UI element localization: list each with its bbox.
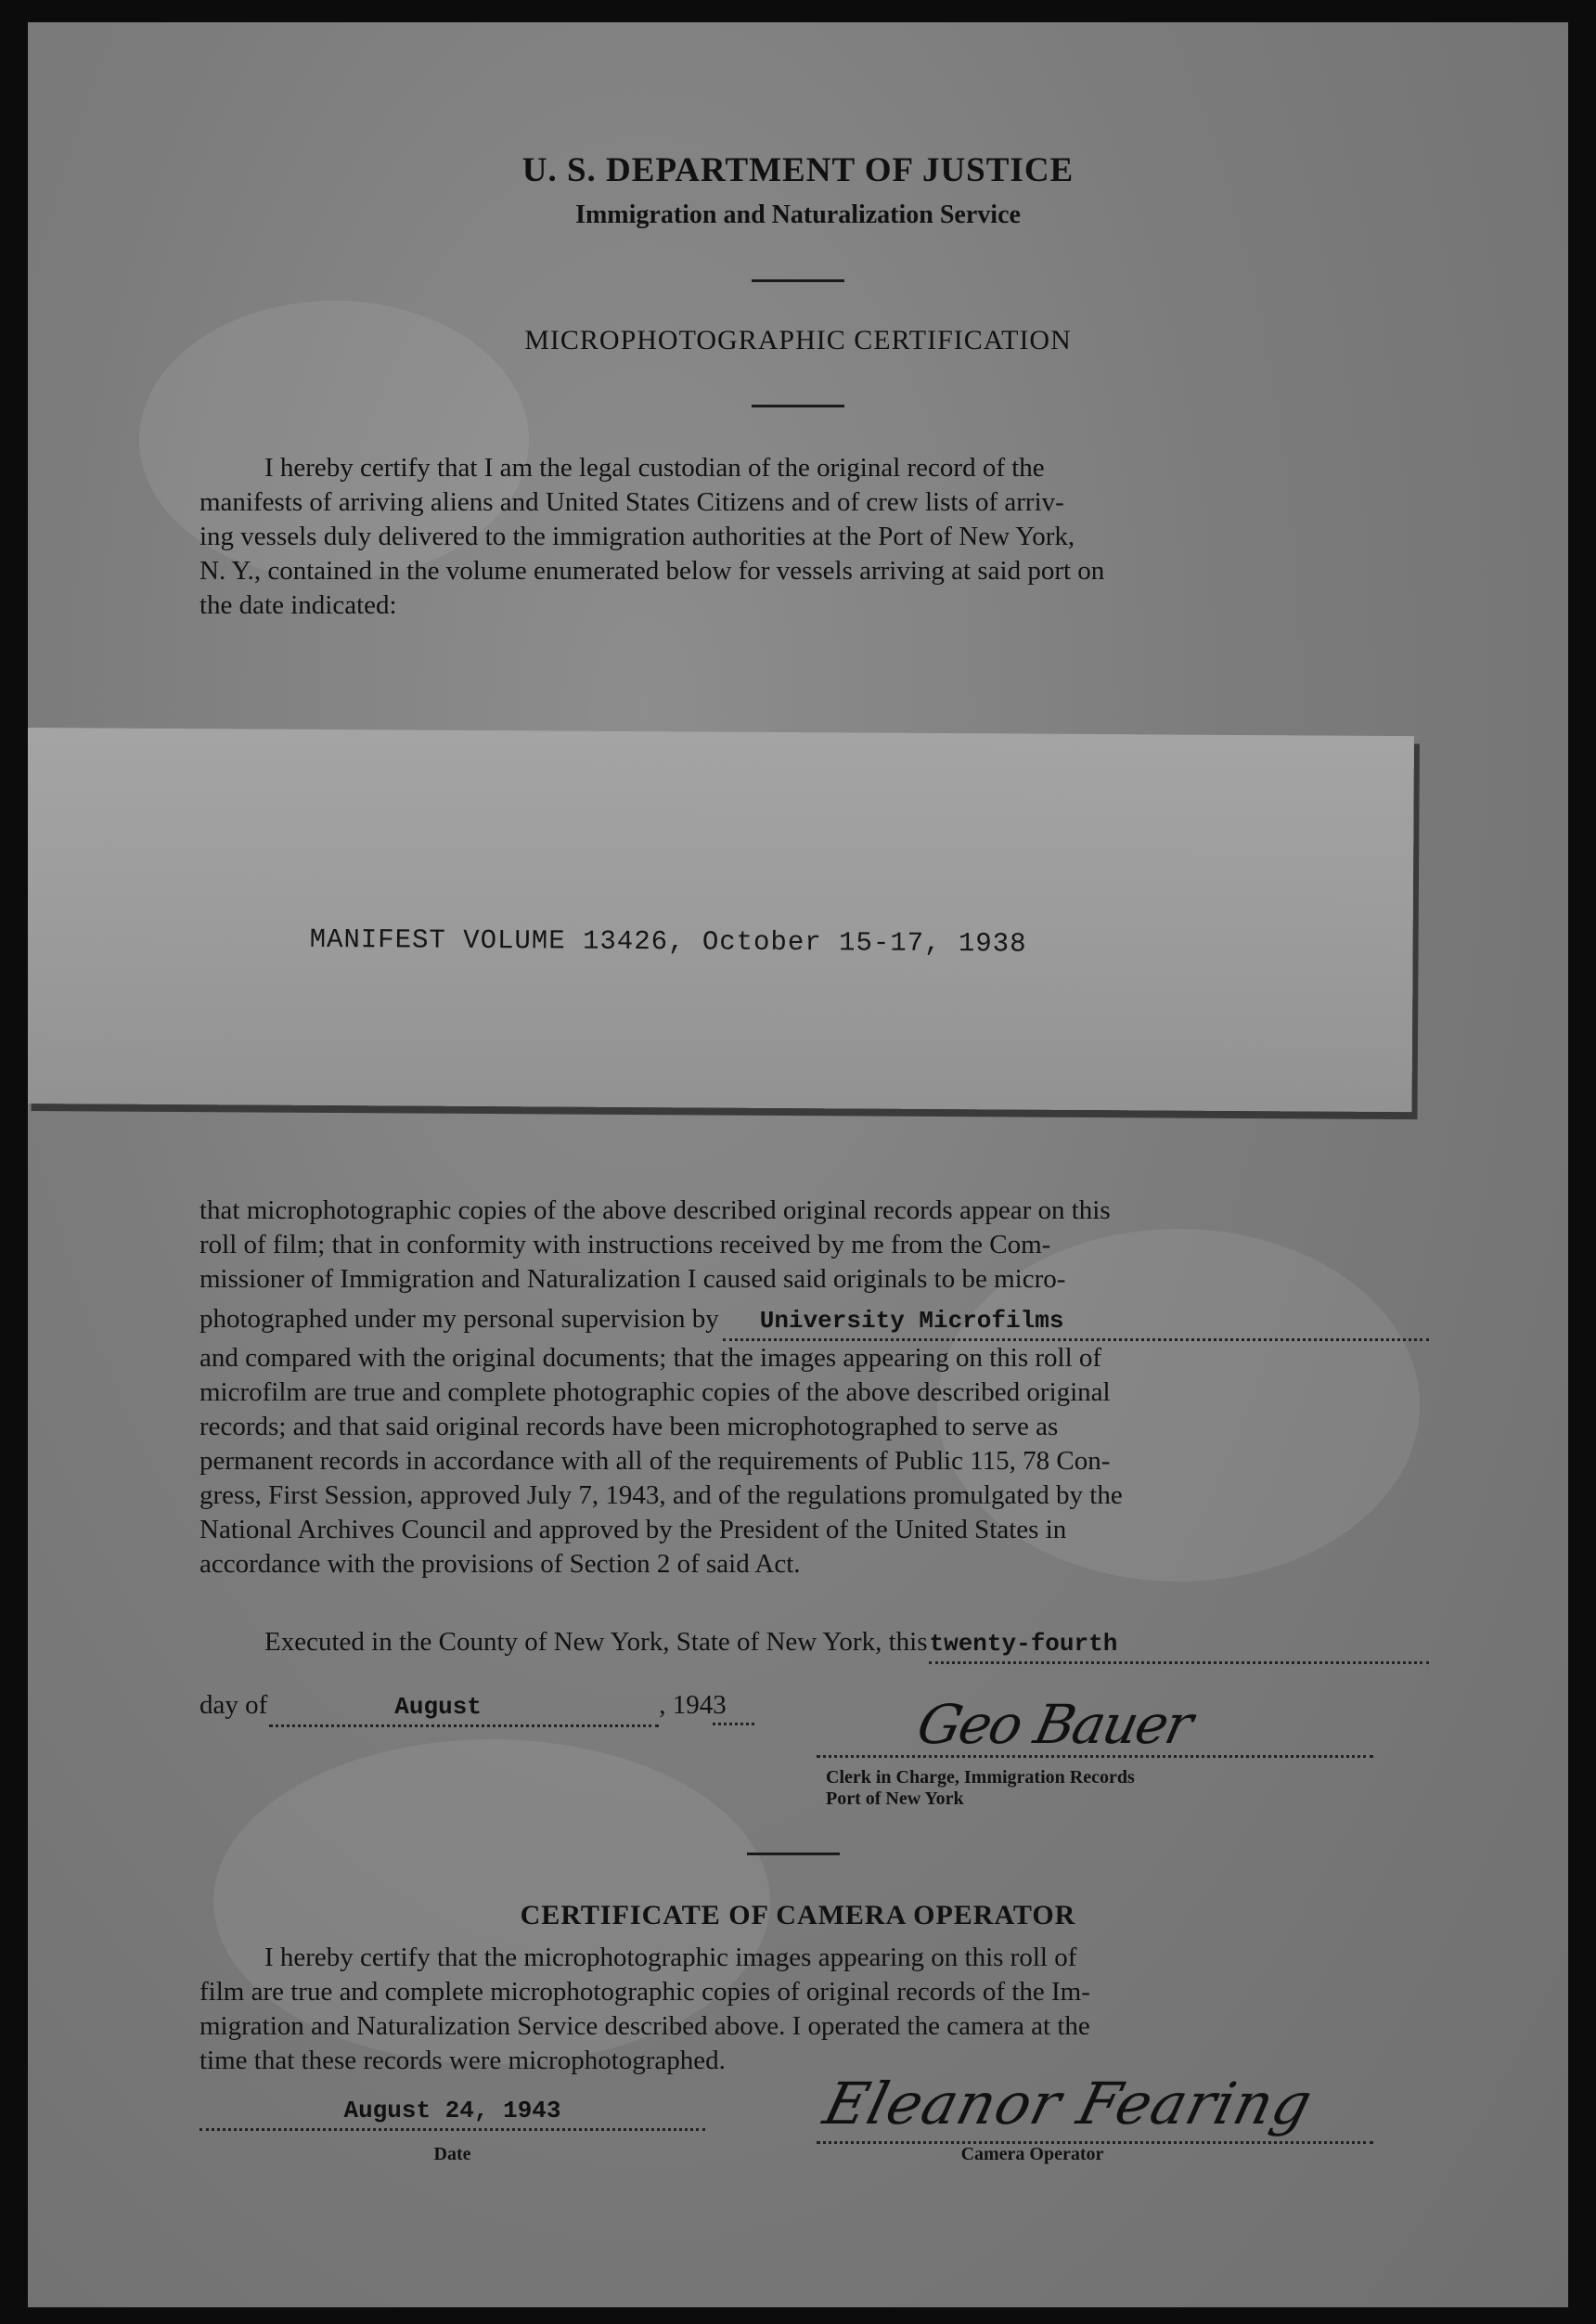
text-line: roll of film; that in conformity with instructions received by me from the Com-	[200, 1230, 1051, 1259]
day-of-line	[200, 1688, 868, 1727]
operator-paragraph	[200, 1941, 1429, 2078]
year-field	[713, 1688, 754, 1725]
text-line: manifests of arriving aliens and United States Citizens and of crew lists of arriv-	[200, 487, 1064, 517]
manifest-volume-text: MANIFEST VOLUME 13426, October 15-17, 1938	[309, 923, 1027, 960]
execution-line	[264, 1625, 1429, 1664]
operator-signature: Eleanor Fearing	[817, 2070, 1319, 2137]
text-line: ing vessels duly delivered to the immigration authorities at the Port of New York,	[200, 522, 1075, 551]
text-line: microfilm are true and complete photographic copies of the above described original	[200, 1377, 1111, 1407]
date-field	[200, 2097, 705, 2131]
text-line: and compared with the original documents; that the images appearing on this roll of	[200, 1343, 1102, 1373]
text-line: permanent records in accordance with all of the requirements of Public 115, 78 Con-	[200, 1446, 1111, 1476]
text-line: I hereby certify that I am the legal custodian of the original record of the	[264, 453, 1045, 483]
text-line: N. Y., contained in the volume enumerated below for vessels arriving at said port on	[200, 556, 1105, 586]
text-line: missioner of Immigration and Naturalization I caused said originals to be micro-	[200, 1264, 1066, 1294]
clerk-title-line: Port of New York	[826, 1788, 964, 1809]
divider	[752, 279, 844, 282]
divider	[747, 1853, 840, 1855]
clerk-title	[826, 1767, 1135, 1810]
year-digit: 3	[713, 1690, 727, 1720]
date-value: August 24, 1943	[343, 2097, 561, 2124]
clerk-signature: Geo Bauer	[911, 1693, 1197, 1756]
year-prefix: , 194	[659, 1690, 714, 1720]
agency-heading: U. S. DEPARTMENT OF JUSTICE	[521, 151, 1075, 189]
operator-label: Camera Operator	[960, 2144, 1104, 2164]
text-line: time that these records were microphotographed.	[200, 2046, 726, 2075]
photographed-by-label: photographed under my personal supervision by	[200, 1304, 719, 1334]
execution-label: Executed in the County of New York, State of New York, this	[264, 1627, 928, 1657]
month-value: August	[394, 1693, 482, 1721]
divider	[752, 405, 844, 407]
clerk-signature-line	[817, 1755, 1373, 1758]
text-line: I hereby certify that the microphotographic images appearing on this roll of	[264, 1943, 1077, 1972]
service-subheading: Immigration and Naturalization Service	[575, 200, 1021, 229]
text-line: the date indicated:	[200, 590, 397, 620]
text-line: accordance with the provisions of Section 2 of said Act.	[200, 1549, 801, 1579]
text-line: gress, First Session, approved July 7, 1943, and of the regulations promulgated by the	[200, 1480, 1123, 1510]
intro-paragraph	[200, 451, 1429, 623]
photographed-by-value: University Microfilms	[759, 1307, 1064, 1335]
photographed-by-line	[200, 1302, 1429, 1341]
day-field	[929, 1625, 1429, 1664]
text-line: migration and Naturalization Service described above. I operated the camera at the	[200, 2011, 1090, 2041]
document-sheet	[28, 22, 1568, 2307]
month-field	[269, 1688, 659, 1727]
day-value: twenty-fourth	[929, 1630, 1118, 1658]
text-line: that microphotographic copies of the above described original records appear on this	[200, 1195, 1111, 1225]
certification-title: MICROPHOTOGRAPHIC CERTIFICATION	[524, 325, 1072, 355]
text-line: records; and that said original records have been microphotographed to serve as	[200, 1412, 1059, 1441]
day-of-label: day of	[200, 1690, 268, 1720]
text-line: film are true and complete microphotographic copies of original records of the Im-	[200, 1977, 1090, 2007]
manifest-slip	[28, 728, 1414, 1112]
body-paragraph	[200, 1194, 1429, 1582]
photographed-by-field	[723, 1302, 1429, 1341]
operator-certificate-title: CERTIFICATE OF CAMERA OPERATOR	[520, 1900, 1076, 1930]
text-line: National Archives Council and approved by the President of the United States in	[200, 1515, 1067, 1544]
date-label: Date	[433, 2144, 471, 2164]
clerk-title-line: Clerk in Charge, Immigration Records	[826, 1767, 1135, 1788]
